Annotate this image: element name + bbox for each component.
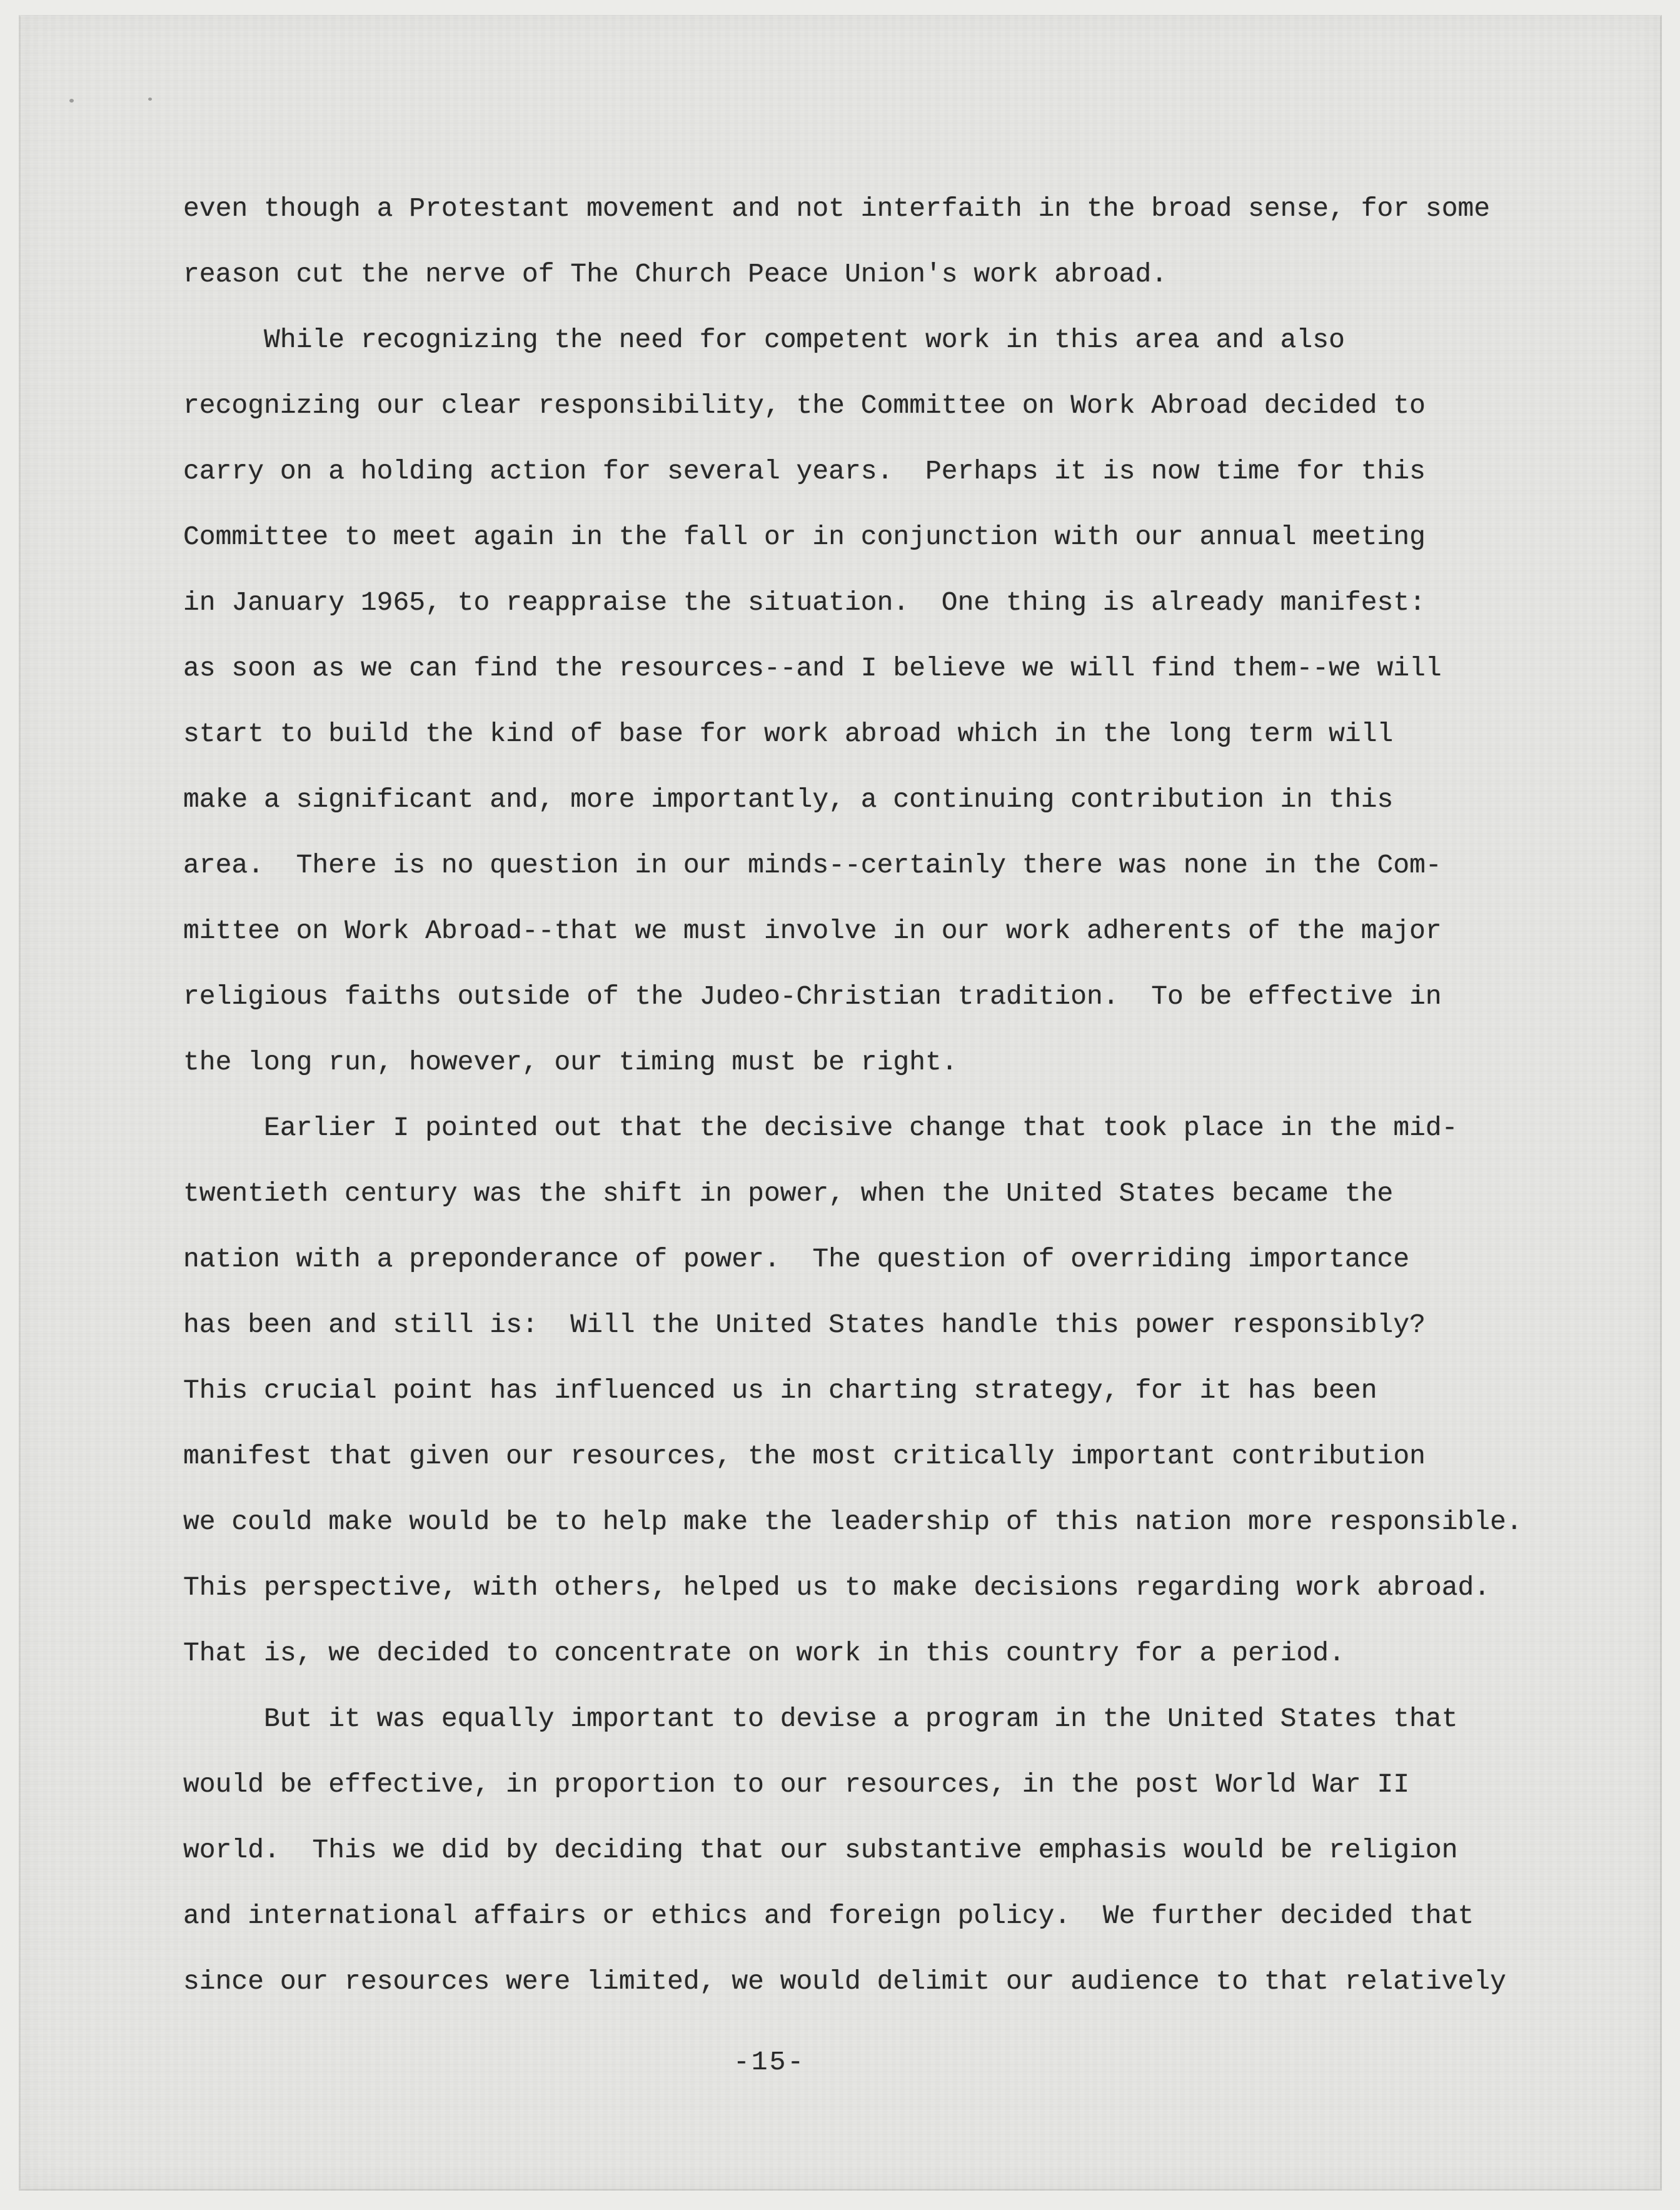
text-line: This crucial point has influenced us in charting strategy, for it has been — [183, 1375, 1377, 1406]
text-line: This perspective, with others, helped us to make decisions regarding work abroad. — [183, 1572, 1491, 1603]
text-line: as soon as we can find the resources--and I believe we will find them--we will — [183, 653, 1442, 684]
paper-speck — [69, 99, 74, 103]
text-line: has been and still is: Will the United States handle this power responsibly? — [183, 1309, 1426, 1340]
text-line: But it was equally important to devise a program in the United States that — [183, 1703, 1458, 1734]
text-line: twentieth century was the shift in power, when the United States became the — [183, 1178, 1394, 1209]
text-line: since our resources were limited, we would delimit our audience to that relatively — [183, 1966, 1506, 1997]
document-page — [19, 15, 1662, 2191]
text-line: carry on a holding action for several years. Perhaps it is now time for this — [183, 456, 1426, 487]
paper-speck — [148, 98, 152, 101]
text-line: religious faiths outside of the Judeo-Christian tradition. To be effective in — [183, 981, 1442, 1012]
document-body-text — [183, 176, 1596, 2014]
text-line: would be effective, in proportion to our resources, in the post World War II — [183, 1769, 1410, 1800]
text-line: reason cut the nerve of The Church Peace Union's work abroad. — [183, 259, 1168, 290]
text-line: That is, we decided to concentrate on work in this country for a period. — [183, 1638, 1345, 1668]
text-line: While recognizing the need for competent work in this area and also — [183, 325, 1345, 355]
text-line: in January 1965, to reappraise the situation. One thing is already manifest: — [183, 587, 1426, 618]
text-line: mittee on Work Abroad--that we must involve in our work adherents of the major — [183, 916, 1442, 946]
text-line: Committee to meet again in the fall or in conjunction with our annual meeting — [183, 522, 1426, 552]
page-number: -15- — [733, 2047, 806, 2077]
text-line: area. There is no question in our minds--certainly there was none in the Com- — [183, 850, 1442, 880]
text-line: world. This we did by deciding that our substantive emphasis would be religion — [183, 1835, 1458, 1865]
text-line: manifest that given our resources, the most critically important contribution — [183, 1441, 1426, 1471]
text-line: start to build the kind of base for work abroad which in the long term will — [183, 719, 1394, 749]
text-line: even though a Protestant movement and not interfaith in the broad sense, for some — [183, 193, 1491, 224]
text-line: make a significant and, more importantly, a continuing contribution in this — [183, 784, 1394, 815]
text-line: Earlier I pointed out that the decisive change that took place in the mid- — [183, 1113, 1458, 1143]
text-line: and international affairs or ethics and foreign policy. We further decided that — [183, 1900, 1474, 1931]
text-line: the long run, however, our timing must be right. — [183, 1047, 958, 1077]
text-line: recognizing our clear responsibility, the Committee on Work Abroad decided to — [183, 390, 1426, 421]
text-line: nation with a preponderance of power. The question of overriding importance — [183, 1244, 1410, 1274]
text-line: we could make would be to help make the leadership of this nation more responsible. — [183, 1506, 1522, 1537]
